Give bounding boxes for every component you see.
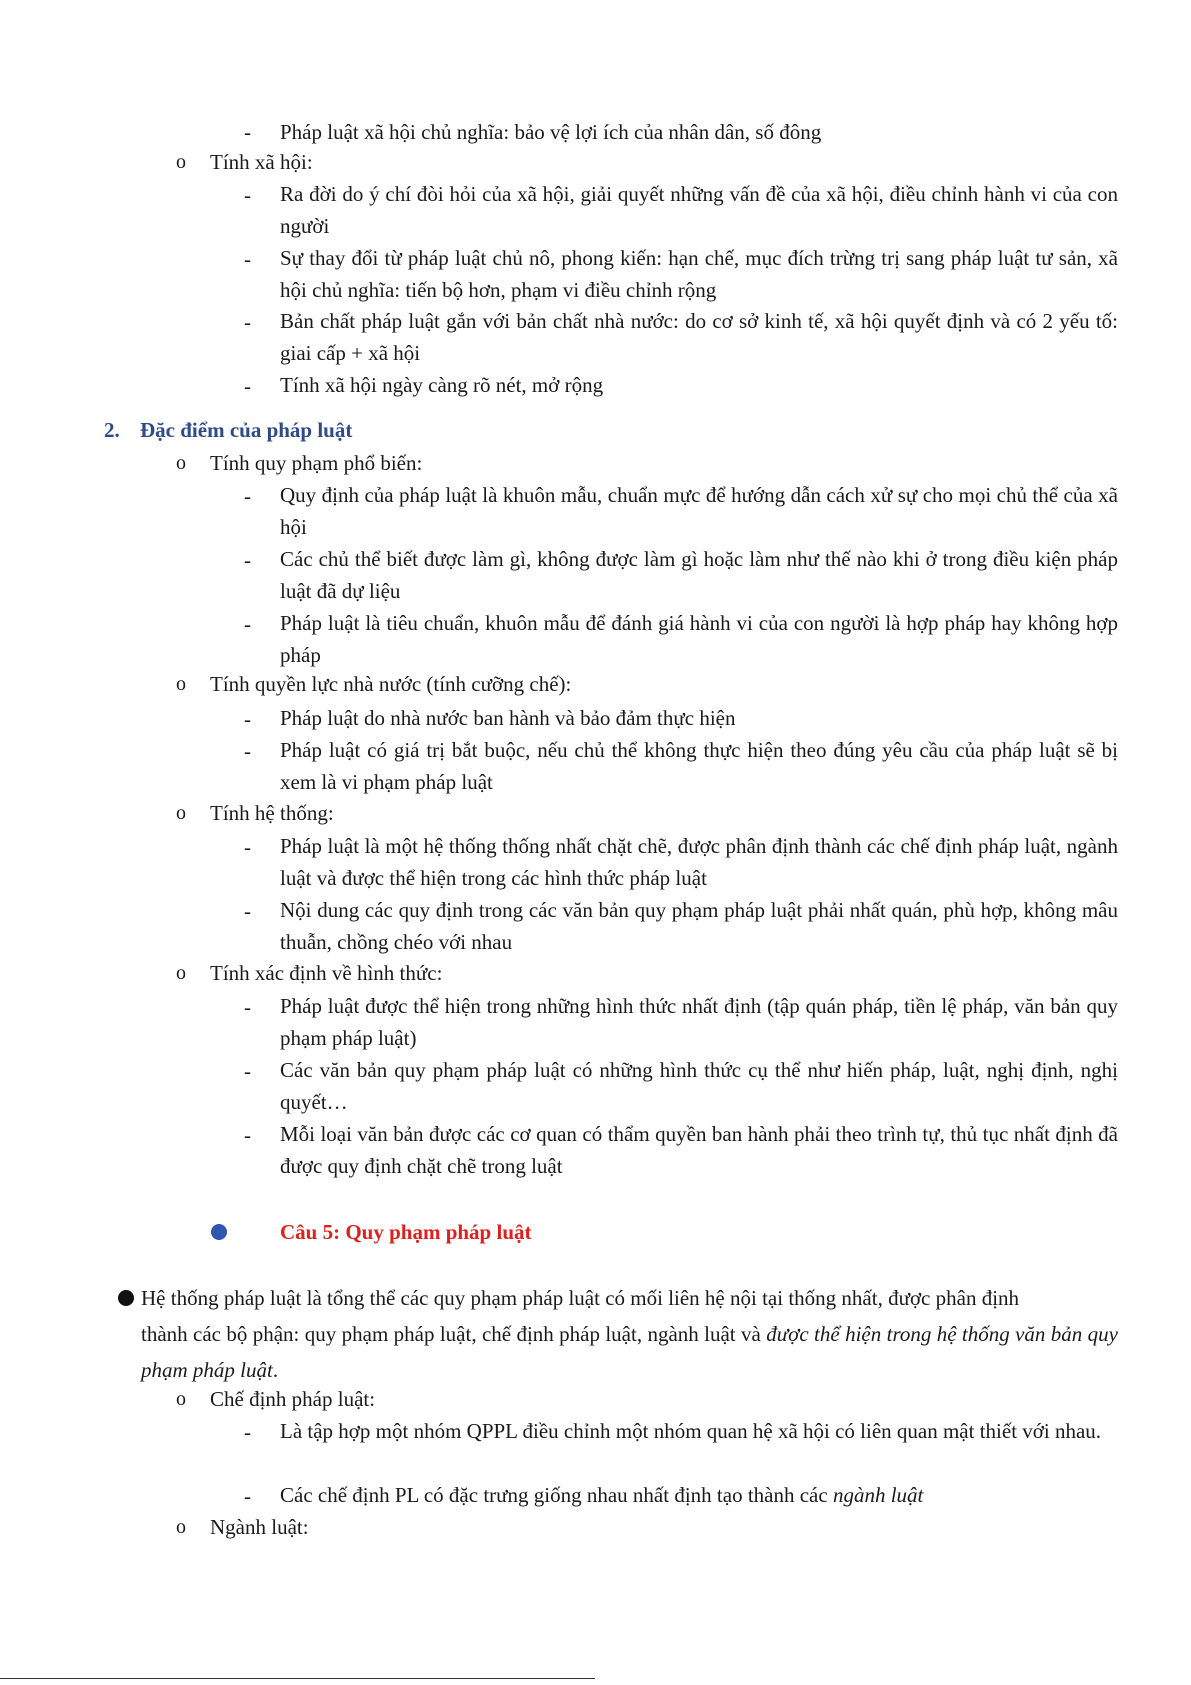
list-item: Mỗi loại văn bản được các cơ quan có thẩm quyền ban hành phải theo trình tự, thủ tục nhất định đã được quy định chặt chẽ trong luật bbox=[280, 1122, 1118, 1178]
dash-bullet: - bbox=[244, 183, 251, 207]
list-item: Pháp luật do nhà nước ban hành và bảo đảm thực hiện bbox=[280, 706, 736, 730]
dash-bullet: - bbox=[244, 612, 251, 636]
list-item bbox=[280, 1480, 1118, 1512]
list-item: Ra đời do ý chí đòi hỏi của xã hội, giải quyết những vấn đề của xã hội, điều chỉnh hành vi của con người bbox=[280, 182, 1118, 238]
group-heading: Tính quyền lực nhà nước (tính cưỡng chế): bbox=[210, 672, 572, 696]
circle-bullet: o bbox=[176, 151, 186, 173]
dash-bullet: - bbox=[244, 247, 251, 271]
dash-bullet: - bbox=[244, 1059, 251, 1083]
dash-bullet: - bbox=[244, 120, 251, 144]
paragraph-italic-text: được thể hiện trong hệ thống văn bản quy phạm pháp luật bbox=[141, 1322, 1118, 1382]
list-item: Sự thay đổi từ pháp luật chủ nô, phong kiến: hạn chế, mục đích trừng trị sang pháp luật tư sản, xã hội chủ nghĩa: tiến bộ hơn, phạm vi điều chỉnh rộng bbox=[280, 246, 1118, 302]
section-number: 2. bbox=[104, 418, 120, 442]
item-plain-text: Các chế định PL có đặc trưng giống nhau nhất định tạo thành các bbox=[280, 1483, 833, 1507]
list-item: Pháp luật là một hệ thống thống nhất chặt chẽ, được phân định thành các chế định pháp luật, ngành luật và được thể hiện trong các hình thức pháp luật bbox=[280, 834, 1118, 890]
list-item: Bản chất pháp luật gắn với bản chất nhà nước: do cơ sở kinh tế, xã hội quyết định và có 2 yếu tố: giai cấp + xã hội bbox=[280, 309, 1118, 365]
circle-bullet: o bbox=[176, 1516, 186, 1538]
list-item: Tính xã hội ngày càng rõ nét, mở rộng bbox=[280, 373, 604, 397]
dash-bullet: - bbox=[244, 1123, 251, 1147]
dash-bullet: - bbox=[244, 835, 251, 859]
list-item: Nội dung các quy định trong các văn bản quy phạm pháp luật phải nhất quán, phù hợp, không mâu thuẫn, chồng chéo với nhau bbox=[280, 898, 1118, 954]
list-item: Là tập hợp một nhóm QPPL điều chỉnh một nhóm quan hệ xã hội có liên quan mật thiết với nhau. bbox=[280, 1419, 1102, 1443]
circle-bullet: o bbox=[176, 673, 186, 695]
circle-bullet: o bbox=[176, 452, 186, 474]
list-item: Pháp luật có giá trị bắt buộc, nếu chủ thể không thực hiện theo đúng yêu cầu của pháp luật sẽ bị xem là vi phạm pháp luật bbox=[280, 738, 1118, 794]
group-heading: Tính hệ thống: bbox=[210, 801, 334, 825]
dash-bullet: - bbox=[244, 995, 251, 1019]
blue-bullet-icon bbox=[211, 1224, 227, 1240]
dash-bullet: - bbox=[244, 310, 251, 334]
group-heading: Tính quy phạm phổ biến: bbox=[210, 451, 423, 475]
paragraph-end: . bbox=[272, 1358, 279, 1382]
dash-bullet: - bbox=[244, 899, 251, 923]
list-item: Các chủ thể biết được làm gì, không được làm gì hoặc làm như thế nào khi ở trong điều kiện pháp luật đã dự liệu bbox=[280, 547, 1118, 603]
black-bullet-icon bbox=[118, 1290, 134, 1306]
list-item: Pháp luật là tiêu chuẩn, khuôn mẫu để đánh giá hành vi của con người là hợp pháp hay không hợp pháp bbox=[280, 611, 1118, 667]
list-item: Pháp luật được thể hiện trong những hình thức nhất định (tập quán pháp, tiền lệ pháp, văn bản quy phạm pháp luật) bbox=[280, 994, 1118, 1050]
nganh-luat-heading: Ngành luật: bbox=[210, 1515, 309, 1539]
definition-paragraph bbox=[141, 1280, 1118, 1388]
che-dinh-heading: Chế định pháp luật: bbox=[210, 1387, 376, 1411]
circle-bullet: o bbox=[176, 802, 186, 824]
dash-bullet: - bbox=[244, 1420, 251, 1444]
dash-bullet: - bbox=[244, 374, 251, 398]
dash-bullet: - bbox=[244, 1484, 251, 1508]
list-item: Các văn bản quy phạm pháp luật có những hình thức cụ thể như hiến pháp, luật, nghị định, nghị quyết… bbox=[280, 1058, 1118, 1114]
paragraph-line-1: Hệ thống pháp luật là tổng thể các quy phạm pháp luật có mối liên hệ nội tại thống nhất, được phân định bbox=[141, 1286, 1020, 1310]
dash-bullet: - bbox=[244, 548, 251, 572]
section-title: Đặc điểm của pháp luật bbox=[140, 418, 353, 442]
circle-bullet: o bbox=[176, 962, 186, 984]
list-item: Pháp luật xã hội chủ nghĩa: bảo vệ lợi ích của nhân dân, số đông bbox=[280, 120, 822, 144]
group-heading: Tính xác định về hình thức: bbox=[210, 961, 443, 985]
question-5-heading: Câu 5: Quy phạm pháp luật bbox=[280, 1220, 532, 1244]
list-item: Quy định của pháp luật là khuôn mẫu, chuẩn mực để hướng dẫn cách xử sự cho mọi chủ thể của xã hội bbox=[280, 483, 1118, 539]
item-italic-text: ngành luật bbox=[832, 1483, 924, 1507]
dash-bullet: - bbox=[244, 484, 251, 508]
dash-bullet: - bbox=[244, 707, 251, 731]
dash-bullet: - bbox=[244, 739, 251, 763]
footnote-divider bbox=[0, 1678, 595, 1679]
paragraph-plain-text: thành các bộ phận: quy phạm pháp luật, chế định pháp luật, ngành luật và bbox=[141, 1322, 767, 1346]
circle-bullet: o bbox=[176, 1388, 186, 1410]
sub-heading-tinh-xa-hoi: Tính xã hội: bbox=[210, 150, 313, 174]
